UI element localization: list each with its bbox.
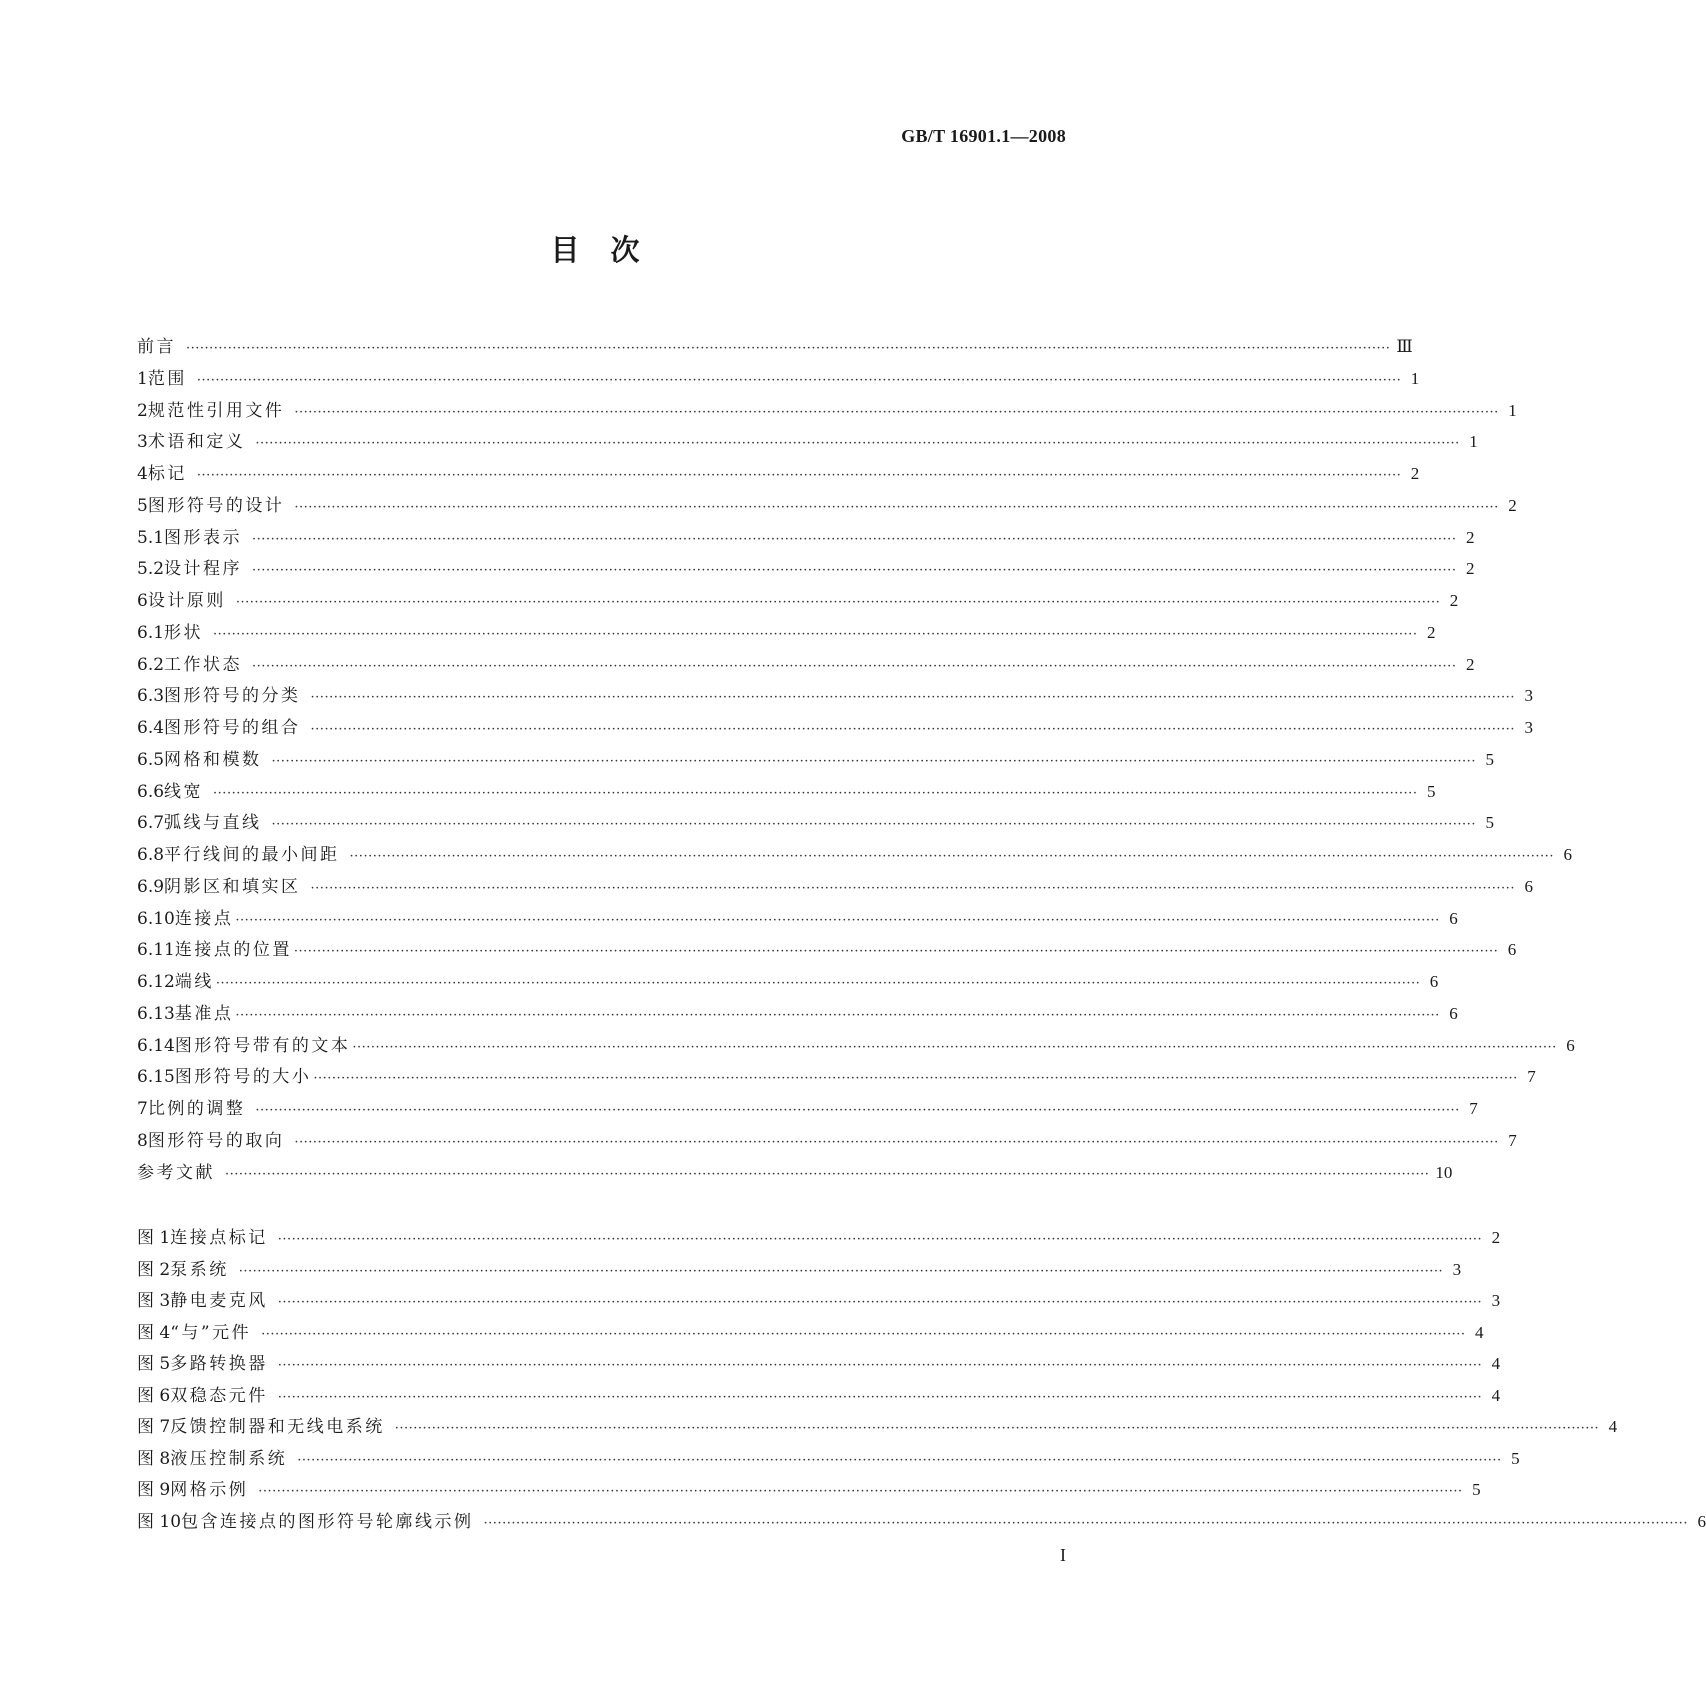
entry-title: 泵系统 [170, 1259, 229, 1280]
toc-entry[interactable] [137, 872, 1533, 904]
toc-entry[interactable] [137, 459, 1420, 491]
dot-leader: ···································································································································································································································································· [310, 880, 1515, 896]
entry-number: 图 5 [137, 1354, 171, 1374]
entry-page-number: 1 [1508, 400, 1517, 420]
entry-page-number: 7 [1527, 1067, 1536, 1087]
entry-number: 图 7 [137, 1417, 171, 1437]
entry-page-number: 7 [1469, 1099, 1478, 1118]
entry-number: 2 [137, 400, 148, 421]
dot-leader: ···································································································································································································································································· [252, 563, 1457, 579]
entry-page-number: 2 [1410, 464, 1420, 483]
dot-leader: ···································································································································································································································································· [235, 912, 1440, 928]
dot-leader: ···································································································································································································································································· [196, 468, 1402, 483]
dot-leader: ···································································································································································································································································· [238, 1263, 1444, 1279]
dot-leader: ···································································································································································································································································· [297, 1452, 1502, 1468]
dot-leader: ···································································································································································································································································· [252, 658, 1457, 674]
entry-number: 图 1 [137, 1228, 171, 1248]
entry-page-number: 10 [1435, 1162, 1453, 1182]
entry-page-number: 6 [1524, 876, 1533, 896]
toc-entry[interactable] [137, 364, 1420, 396]
entry-title: 线宽 [164, 781, 204, 802]
entry-page-number: 6 [1449, 908, 1458, 928]
standard-code: GB/T 16901.1—2008 [901, 126, 1066, 146]
entry-title: 图形符号的大小 [174, 1067, 312, 1088]
page-number: I [1060, 1545, 1066, 1565]
entry-page-number: 5 [1485, 749, 1494, 769]
entry-page-number: 6 [1697, 1511, 1706, 1531]
entry-page-number: 4 [1491, 1385, 1501, 1405]
entry-title: 标记 [147, 464, 187, 484]
entry-page-number: 2 [1426, 622, 1436, 642]
entry-page-number: 2 [1491, 1228, 1501, 1247]
entry-page-number: 2 [1465, 559, 1475, 579]
entry-title: 网格和模数 [164, 749, 262, 770]
toc-entry[interactable] [137, 713, 1533, 745]
dot-leader: ···································································································································································································································································· [225, 1166, 1430, 1182]
toc-entry[interactable] [137, 681, 1533, 713]
entry-number: 图 4 [137, 1322, 171, 1343]
entry-number: 6.10 [137, 908, 175, 929]
entry-number: 6.8 [137, 845, 165, 865]
entry-title: 参考文献 [137, 1162, 215, 1183]
entry-number: 6.7 [137, 813, 165, 834]
entry-title: 术语和定义 [147, 432, 246, 453]
entry-page-number: 3 [1452, 1259, 1462, 1279]
entry-title: 图形符号的取向 [147, 1130, 285, 1151]
dot-leader: ···································································································································································································································································· [294, 1134, 1499, 1150]
toc-entry[interactable] [137, 586, 1459, 618]
entry-title: 图形符号的组合 [164, 718, 301, 738]
toc-entry[interactable] [137, 904, 1458, 936]
toc-entry[interactable] [137, 1062, 1536, 1094]
page-title: 目 次 [550, 233, 641, 267]
toc-entry[interactable] [137, 523, 1475, 555]
entry-page-number: 7 [1508, 1130, 1517, 1150]
entry-number: 图 10 [137, 1511, 182, 1532]
toc-entry[interactable] [137, 745, 1494, 777]
toc-entry[interactable] [137, 332, 1413, 364]
dot-leader: ···································································································································································································································································· [186, 341, 1391, 356]
entry-page-number: 3 [1524, 718, 1533, 737]
entry-number: 6.5 [137, 749, 165, 770]
toc-entry[interactable] [137, 618, 1436, 650]
entry-number: 图 9 [137, 1480, 171, 1500]
entry-title: 设计程序 [164, 559, 243, 580]
entry-page-number: 6 [1429, 972, 1439, 991]
entry-page-number: 1 [1410, 368, 1420, 388]
dot-leader: ···································································································································································································································································· [352, 1039, 1557, 1055]
dot-leader: ···································································································································································································································································· [277, 1295, 1483, 1310]
entry-title: 平行线间的最小间距 [164, 845, 340, 865]
entry-number: 6.11 [137, 940, 175, 961]
dot-leader: ···································································································································································································································································· [310, 722, 1515, 737]
dot-leader: ···································································································································································································································································· [235, 1007, 1440, 1023]
entry-title: 比例的调整 [147, 1099, 246, 1119]
entry-title: 设计原则 [147, 591, 226, 611]
entry-number: 4 [137, 464, 148, 484]
entry-title: 包含连接点的图形符号轮廓线示例 [181, 1511, 474, 1532]
figure-entry[interactable] [137, 1318, 1484, 1350]
entry-page-number: 4 [1608, 1417, 1618, 1436]
entry-title: “与”元件 [170, 1322, 252, 1343]
entry-title: 静电麦克风 [170, 1291, 268, 1311]
entry-page-number: 6 [1563, 845, 1572, 864]
dot-leader: ···································································································································································································································································· [277, 1358, 1483, 1373]
entry-page-number: 2 [1465, 527, 1475, 547]
figure-entry[interactable] [137, 1412, 1618, 1444]
entry-title: 液压控制系统 [170, 1448, 288, 1469]
entry-page-number: 6 [1449, 1003, 1458, 1023]
dot-leader: ···································································································································································································································································· [255, 1103, 1460, 1118]
figure-entry[interactable] [137, 1381, 1501, 1413]
entry-number: 图 8 [137, 1448, 171, 1469]
entry-page-number: 3 [1491, 1291, 1501, 1310]
entry-number: 6.4 [137, 718, 165, 738]
entry-page-number: 6 [1566, 1035, 1575, 1055]
entry-title: 双稳态元件 [170, 1385, 268, 1406]
entry-number: 图 6 [137, 1385, 171, 1406]
dot-leader: ···································································································································································································································································· [277, 1389, 1483, 1405]
entry-page-number: 2 [1508, 495, 1517, 515]
entry-number: 6.12 [137, 972, 175, 992]
entry-title: 多路转换器 [170, 1354, 268, 1374]
entry-number: 图 3 [137, 1291, 171, 1311]
toc-entry[interactable] [137, 999, 1458, 1031]
entry-title: 图形符号的设计 [147, 495, 285, 516]
toc-entry[interactable] [137, 650, 1475, 682]
entry-page-number: 5 [1511, 1448, 1520, 1468]
toc-entry[interactable] [137, 808, 1494, 840]
entry-title: 弧线与直线 [164, 813, 262, 834]
dot-leader: ···································································································································································································································································· [213, 785, 1418, 801]
entry-number: 6.14 [137, 1035, 175, 1056]
dot-leader: ···································································································································································································································································· [310, 690, 1515, 706]
toc-entry[interactable] [137, 777, 1436, 809]
table-of-contents [137, 332, 1575, 1189]
dot-leader: ···································································································································································································································································· [294, 404, 1499, 420]
dot-leader: ···································································································································································································································································· [271, 817, 1476, 833]
entry-page-number: 4 [1475, 1322, 1484, 1342]
dot-leader: ···································································································································································································································································· [394, 1421, 1600, 1436]
figure-list [137, 1223, 1706, 1538]
dot-leader: ···································································································································································································································································· [293, 944, 1499, 960]
entry-title: 规范性引用文件 [147, 400, 285, 421]
dot-leader: ···································································································································································································································································· [235, 595, 1441, 610]
entry-title: 前言 [137, 337, 176, 357]
toc-entry[interactable] [137, 491, 1517, 523]
entry-title: 阴影区和填实区 [164, 876, 301, 897]
figure-entry[interactable] [137, 1349, 1501, 1381]
entry-number: 6.13 [137, 1003, 175, 1024]
entry-number: 5.2 [137, 559, 165, 580]
dot-leader: ···································································································································································································································································· [252, 531, 1457, 547]
entry-title: 连接点 [174, 908, 234, 929]
entry-number: 6 [137, 591, 148, 611]
entry-title: 连接点的位置 [174, 940, 292, 961]
toc-entry[interactable] [137, 554, 1475, 586]
dot-leader: ···································································································································································································································································· [349, 849, 1554, 864]
figure-entry[interactable] [137, 1223, 1501, 1255]
entry-number: 5 [137, 495, 148, 516]
toc-entry[interactable] [137, 935, 1517, 967]
entry-page-number: 5 [1426, 781, 1436, 801]
entry-page-number: 2 [1449, 591, 1459, 610]
toc-entry[interactable] [137, 1031, 1575, 1063]
entry-number: 7 [137, 1099, 148, 1119]
entry-page-number: 4 [1491, 1354, 1501, 1373]
dot-leader: ···································································································································································································································································· [483, 1515, 1688, 1531]
entry-title: 反馈控制器和无线电系统 [170, 1417, 385, 1437]
entry-number: 6.3 [137, 686, 165, 707]
entry-number: 6.6 [137, 781, 165, 802]
dot-leader: ···································································································································································································································································· [277, 1232, 1483, 1247]
entry-page-number: 1 [1469, 432, 1478, 452]
entry-title: 形状 [164, 622, 204, 643]
entry-number: 6.15 [137, 1067, 175, 1088]
dot-leader: ···································································································································································································································································· [215, 976, 1421, 991]
entry-number: 6.1 [137, 622, 165, 643]
entry-number: 5.1 [137, 527, 165, 548]
dot-leader: ···································································································································································································································································· [213, 626, 1418, 642]
entry-title: 基准点 [174, 1003, 234, 1024]
toc-entry[interactable] [137, 1094, 1478, 1126]
entry-number: 图 2 [137, 1259, 171, 1280]
entry-title: 图形符号的分类 [164, 686, 301, 707]
dot-leader: ···································································································································································································································································· [258, 1484, 1463, 1499]
entry-page-number: 6 [1507, 940, 1517, 960]
entry-page-number: Ⅲ [1396, 337, 1413, 356]
toc-entry[interactable] [137, 1158, 1453, 1190]
figure-entry[interactable] [137, 1255, 1462, 1287]
entry-number: 6.2 [137, 654, 165, 675]
toc-entry[interactable] [137, 396, 1517, 428]
entry-page-number: 5 [1472, 1480, 1481, 1499]
entry-title: 连接点标记 [170, 1228, 268, 1248]
entry-title: 图形符号带有的文本 [174, 1035, 351, 1056]
dot-leader: ···································································································································································································································································· [196, 372, 1402, 388]
toc-entry[interactable] [137, 840, 1572, 872]
entry-title: 范围 [147, 368, 187, 389]
entry-number: 1 [137, 368, 148, 389]
figure-entry[interactable] [137, 1286, 1501, 1318]
dot-leader: ···································································································································································································································································· [313, 1071, 1518, 1087]
entry-number: 6.9 [137, 876, 165, 897]
toc-entry[interactable] [137, 967, 1439, 999]
dot-leader: ···································································································································································································································································· [271, 753, 1476, 769]
figure-entry[interactable] [137, 1444, 1520, 1476]
entry-number: 3 [137, 432, 148, 453]
toc-entry[interactable] [137, 427, 1478, 459]
dot-leader: ···································································································································································································································································· [261, 1326, 1466, 1342]
figure-entry[interactable] [137, 1507, 1706, 1539]
entry-title: 端线 [174, 972, 214, 992]
dot-leader: ···································································································································································································································································· [294, 499, 1499, 515]
entry-page-number: 5 [1485, 813, 1494, 833]
dot-leader: ···································································································································································································································································· [255, 436, 1460, 452]
entry-page-number: 2 [1465, 654, 1475, 674]
toc-entry[interactable] [137, 1126, 1517, 1158]
entry-page-number: 3 [1524, 686, 1533, 706]
entry-title: 网格示例 [170, 1480, 249, 1500]
figure-entry[interactable] [137, 1475, 1481, 1507]
entry-title: 图形表示 [164, 527, 243, 548]
entry-number: 8 [137, 1130, 148, 1151]
entry-title: 工作状态 [164, 654, 243, 675]
